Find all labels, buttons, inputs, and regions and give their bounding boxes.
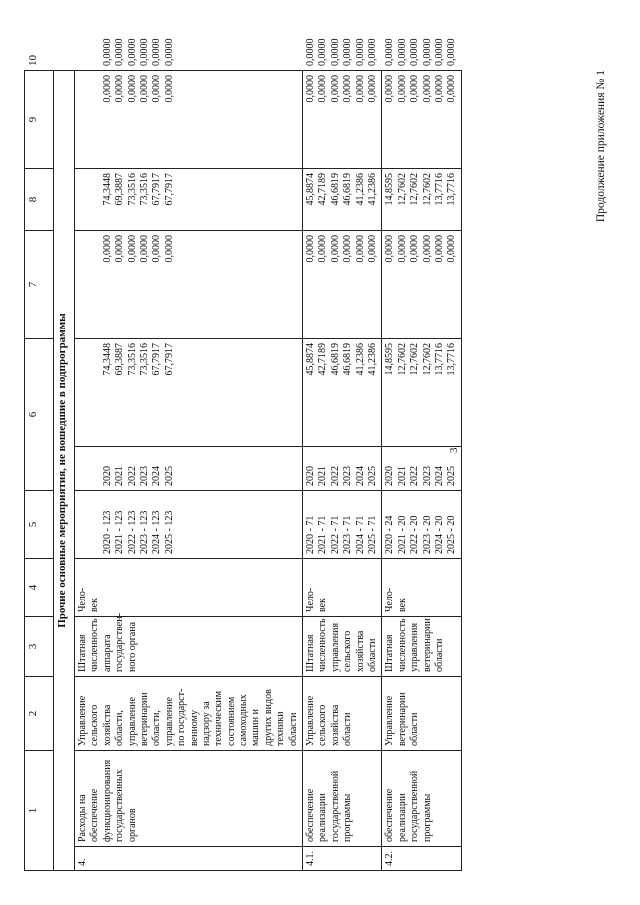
rows-2.c8-line: 12,7602 (396, 173, 408, 206)
rows-2.year-line: 2022 (409, 466, 421, 486)
rows-0.c9-line: 0,0000 (151, 75, 163, 103)
unit-cell (75, 559, 303, 617)
rows-0.resp-line: области, (151, 710, 163, 746)
unit-cell (382, 559, 461, 617)
rows-2.c7-line: 0,0000 (421, 235, 433, 263)
rows-1.c8-line: 45,8874 (305, 173, 317, 206)
rows-2.c6-line: 14,8595 (384, 343, 396, 376)
rows-2.c8-line: 13,7716 (446, 173, 458, 206)
rows-1.c8-line: 41,2386 (366, 173, 378, 206)
header-col-5: 5 (25, 491, 54, 559)
rows-2.indicator-line: ветеринарии (421, 618, 433, 672)
rows-2.year-line: 2020 (384, 466, 396, 486)
header-col-9: 9 (25, 71, 54, 169)
rows-2.c7-line: 0,0000 (384, 235, 396, 263)
rows-1.c8-line: 41,2386 (354, 173, 366, 206)
rows-1.target-line: 2025 - 71 (366, 515, 378, 554)
rows-2.name-line: обеспечение (384, 788, 396, 842)
rows-2.c9-line: 0,0000 (396, 75, 408, 103)
rows-1.c6-line: 41,2386 (354, 343, 366, 376)
rows-2.target-line: 2021 - 20 (396, 515, 408, 554)
section-row (54, 71, 75, 871)
rows-1.indicator-line: управления (329, 622, 341, 672)
rows-0.c6-line: 67,7917 (163, 343, 175, 376)
rows-0.c7-line: 0,0000 (126, 235, 138, 263)
table-row: 4. Расходы на обеспечение функционирования государственных органов Управление сельского хозяйства области, управление ветеринарии области, управление по государст- венному надзору за техническим состоянием самоходных машин и других видов техники области Штатная численность аппарата государствен- ного органа Чело- век 2020 - 123 2021 - 123 2022 - 123 2023 - 123 2024 - 123 2025 - 123 2020 2021 2022 2023 2024 2025 74,3448 69,3887 73,3516 73,3516 67,7917 67,7917 0,0000 0,0000 0,0000 0,0000 0,0000 0,0000 74,3448 69,3887 73,3516 73,3516 67,7917 67,7917 0,0000 0,0000 0,0000 0,0000 0,0000 0,0000 0,0000 0,0000 0,0000 0,0000 0,0000 0,0000 (75, 71, 303, 871)
rows-2.c6-line: 12,7602 (409, 343, 421, 376)
rows-2.unit-line: Чело- (384, 587, 396, 612)
rows-1.resp-line: области (342, 712, 354, 746)
rows-0.name-line: обеспечение (89, 788, 101, 842)
responsible-cell (75, 677, 303, 751)
rows-1.c7-line: 0,0000 (317, 235, 329, 263)
rows-1.resp-line: сельского (317, 704, 329, 746)
amount-c6-cell (303, 339, 382, 447)
rows-1.indicator-line: Штатная (305, 634, 317, 672)
amount-c9-cell (382, 71, 461, 169)
rows-2.indicator-line: численность (396, 618, 408, 672)
target-value-cell (382, 491, 461, 559)
rows-0.c6-line: 67,7917 (151, 343, 163, 376)
name-cell (382, 751, 461, 847)
rows-2.target-line: 2022 - 20 (409, 515, 421, 554)
rows-2.c8-line: 12,7602 (409, 173, 421, 206)
rows-2.c9-line: 0,0000 (421, 75, 433, 103)
rows-0.resp-line: области (287, 712, 299, 746)
amount-c7-cell (382, 231, 461, 339)
rows-0.unit-line: Чело- (77, 587, 88, 612)
target-value-cell (303, 491, 382, 559)
rows-2.c8-line: 14,8595 (384, 173, 396, 206)
rows-1.c7-line: 0,0000 (354, 235, 366, 263)
rows-1.year-line: 2023 (342, 466, 354, 486)
amount-c8-cell (75, 169, 303, 231)
rows-1.unit-line: век (317, 598, 329, 612)
rows-0.target-line: 2024 - 123 (151, 510, 163, 554)
rows-1.unit-line: Чело- (305, 587, 317, 612)
rows-0.resp-line: Управление (77, 695, 88, 746)
rows-1.c9-line: 0,0000 (305, 75, 317, 103)
amount-c7-cell (303, 231, 382, 339)
rows-0.target-line: 2022 - 123 (126, 510, 138, 554)
rows-1.c9-line: 0,0000 (354, 75, 366, 103)
amount-c6-cell (75, 339, 303, 447)
rows-1.target-line: 2023 - 71 (342, 515, 354, 554)
section-title: Прочие основные мероприятия, не вошедшие в подпрограммы (54, 71, 75, 871)
rows-0.c6-line: 73,3516 (126, 343, 138, 376)
rows-2.indicator-line: Штатная (384, 634, 396, 672)
annex-title: Продолжение приложения № 1 (595, 70, 607, 223)
rows-0.c8-line: 73,3516 (126, 173, 138, 206)
name-cell (75, 751, 303, 847)
rows-1.target-line: 2024 - 71 (354, 515, 366, 554)
rows-0.indicator-line: численность (89, 618, 101, 672)
rows-0.indicator-line: ного органа (126, 621, 138, 672)
rows-1.c8-line: 46,6819 (342, 173, 354, 206)
rows-0.resp-line: самоходных (238, 694, 250, 746)
rows-0.resp-line: управление (163, 697, 175, 746)
rows-2.indicator-line: управления (409, 622, 421, 672)
rows-0.c6-line: 69,3887 (114, 343, 126, 376)
year-cell (382, 447, 461, 491)
rows-2.c9-line: 0,0000 (446, 75, 458, 103)
rows-2.c8-line: 12,7602 (421, 173, 433, 206)
rows-1.c8-line: 42,7189 (317, 173, 329, 206)
rows-0.target-line: 2025 - 123 (163, 510, 175, 554)
rows-0.target-line: 2021 - 123 (114, 510, 126, 554)
rows-0.target-line: 2023 - 123 (138, 510, 150, 554)
rows-0.c8-line: 67,7917 (163, 173, 175, 206)
rows-0.resp-line: управление (126, 697, 138, 746)
rows-2.resp-line: ветеринарии (396, 692, 408, 746)
year-cell (303, 447, 382, 491)
rows-1.c6-line: 41,2386 (366, 343, 378, 376)
header-col-7: 7 (25, 231, 54, 339)
rows-0.c6-line: 74,3448 (101, 343, 113, 376)
rows-0.resp-line: машин и (250, 709, 262, 746)
rows-0.indicator-line: Штатная (77, 634, 88, 672)
indicator-cell (303, 617, 382, 677)
rows-0.indicator-line: государствен- (114, 613, 126, 672)
rows-0.c7-line: 0,0000 (101, 235, 113, 263)
rows-2.c9-line: 0,0000 (433, 75, 445, 103)
rows-1.c8-line: 46,6819 (329, 173, 341, 206)
rows-0.indicator-line: аппарата (101, 634, 113, 672)
rows-1.resp-line: Управление (305, 695, 317, 746)
rows-2.c6-line: 13,7716 (446, 343, 458, 376)
rows-1.name-line: реализации (317, 793, 329, 842)
rows-1.c9-line: 0,0000 (342, 75, 354, 103)
rows-2.c7-line: 0,0000 (433, 235, 445, 263)
rows-0.c9-line: 0,0000 (138, 75, 150, 103)
rows-1.indicator-line: области (366, 638, 378, 672)
header-col-3: 3 (25, 617, 54, 677)
rows-1.year-line: 2024 (354, 466, 366, 486)
rows-0.c9-line: 0,0000 (101, 75, 113, 103)
rows-0.c8-line: 69,3887 (114, 173, 126, 206)
rows-0.target-line: 2020 - 123 (101, 510, 113, 554)
rows-0.resp-line: области, (114, 710, 126, 746)
rows-1.c9-line: 0,0000 (366, 75, 378, 103)
name-cell (303, 751, 382, 847)
rows-2.c7-line: 0,0000 (446, 235, 458, 263)
rows-1.c9-line: 0,0000 (329, 75, 341, 103)
rows-2.year-line: 2024 (433, 466, 445, 486)
rows-1.name-line: обеспечение (305, 788, 317, 842)
amount-c8-cell (382, 169, 461, 231)
rows-2.resp-line: области (409, 712, 421, 746)
responsible-cell (382, 677, 461, 751)
header-col-8: 8 (25, 169, 54, 231)
rows-0.resp-line: техническим (213, 690, 225, 746)
rows-0.resp-line: техники (275, 711, 287, 746)
rows-2.c7-line: 0,0000 (396, 235, 408, 263)
rows-1.name-line: государственной (329, 770, 341, 842)
rows-1.year-line: 2020 (305, 466, 317, 486)
indicator-cell (382, 617, 461, 677)
rows-0.name-line: органов (126, 808, 138, 842)
table-row: 4.1. обеспечение реализации государственной программы Управление сельского хозяйства области Штатная численность управления сельского хозяйства области Чело- век 2020 - 71 2021 - 71 2022 - 71 2023 - 71 2024 - 71 2025 - 71 2020 2021 2022 2023 2024 2025 45,8874 42,7189 46,6819 46,6819 41,2386 41,2386 0,0000 0,0000 0,0000 0,0000 0,0000 0,0000 45,8874 42,7189 46,6819 46,6819 41,2386 41,2386 0,0000 0,0000 0,0000 0,0000 0,0000 0,0000 0,0000 0,0000 0,0000 0,0000 0,0000 0,0000 (303, 71, 382, 871)
rows-0.name-line: государственных (114, 769, 126, 842)
rows-0.resp-line: сельского (89, 704, 101, 746)
rows-2.c6-line: 12,7602 (396, 343, 408, 376)
rows-0.unit-line: век (89, 598, 101, 612)
rows-1.target-line: 2020 - 71 (305, 515, 317, 554)
rows-2.unit-line: век (396, 598, 408, 612)
responsible-cell (303, 677, 382, 751)
amount-c6-cell (382, 339, 461, 447)
rows-0.year-line: 2025 (163, 466, 175, 486)
rows-0.c9-line: 0,0000 (163, 75, 175, 103)
rows-0.year-line: 2024 (151, 466, 163, 486)
rows-0.resp-line: надзору за (200, 701, 212, 746)
rows-1.c6-line: 46,6819 (329, 343, 341, 376)
header-col-2: 2 (25, 677, 54, 751)
rows-1.indicator-line: хозяйства (354, 630, 366, 672)
row-number-cell: 4. (75, 847, 303, 871)
rows-2.target-line: 2025 - 20 (446, 515, 458, 554)
rows-1.c6-line: 45,8874 (305, 343, 317, 376)
rows-1.name-line: программы (342, 793, 354, 842)
rows-1.c6-line: 46,6819 (342, 343, 354, 376)
rows-0.c8-line: 73,3516 (138, 173, 150, 206)
rows-2.c6-line: 13,7716 (433, 343, 445, 376)
unit-cell (303, 559, 382, 617)
rows-1.year-line: 2021 (317, 466, 329, 486)
rows-0.c7-line: 0,0000 (114, 235, 126, 263)
rows-0.year-line: 2021 (114, 466, 126, 486)
rows-1.target-line: 2022 - 71 (329, 515, 341, 554)
rows-1.indicator-line: численность (317, 618, 329, 672)
rows-1.c6-line: 42,7189 (317, 343, 329, 376)
rows-0.c7-line: 0,0000 (163, 235, 175, 263)
amount-c9-cell (75, 71, 303, 169)
indicator-cell (75, 613, 303, 677)
amount-c7-cell (75, 231, 303, 339)
rows-1.indicator-line: сельского (342, 630, 354, 672)
rows-0.c7-line: 0,0000 (151, 235, 163, 263)
rows-0.resp-line: венному (188, 710, 200, 746)
rows-0.c6-line: 73,3516 (138, 343, 150, 376)
table-row: 4.2. обеспечение реализации государственной программы Управление ветеринарии области Штатная численность управления ветеринарии области Чело- век 2020 - 24 2021 - 20 2022 - 20 2023 - 20 2024 - 20 2025 - 20 2020 2021 2022 2023 2024 2025 14,8595 12,7602 12,7602 12,7602 13,7716 13,7716 0,0000 0,0000 0,0000 0,0000 0,0000 0,0000 14,8595 12,7602 12,7602 12,7602 13,7716 13,7716 0,0000 0,0000 0,0000 0,0000 0,0000 0,0000 0,0000 0,0000 0,0000 0,0000 0,0000 0,0000 (382, 71, 461, 871)
rows-0.year-line: 2022 (126, 466, 138, 486)
rows-1.year-line: 2022 (329, 466, 341, 486)
rows-1.resp-line: хозяйства (329, 704, 341, 746)
rows-1.c9-line: 0,0000 (317, 75, 329, 103)
rows-2.name-line: реализации (396, 793, 408, 842)
rows-0.resp-line: состоянием (225, 696, 237, 746)
rows-2.name-line: государственной (409, 770, 421, 842)
rows-2.name-line: программы (421, 793, 433, 842)
header-col-4: 4 (25, 559, 54, 617)
rows-2.c8-line: 13,7716 (433, 173, 445, 206)
page-number: 3 (448, 447, 460, 453)
rows-1.c7-line: 0,0000 (342, 235, 354, 263)
rows-2.c9-line: 0,0000 (409, 75, 421, 103)
row-number-cell: 4.1. (303, 847, 382, 871)
rows-2.indicator-line: области (433, 638, 445, 672)
rows-1.year-line: 2025 (366, 466, 378, 486)
rows-0.c7-line: 0,0000 (138, 235, 150, 263)
header-col-1: 1 (25, 751, 54, 871)
rows-2.resp-line: Управление (384, 695, 396, 746)
rows-0.c8-line: 74,3448 (101, 173, 113, 206)
rows-2.c7-line: 0,0000 (409, 235, 421, 263)
header-col-6: 6 (25, 339, 54, 491)
rows-2.year-line: 2023 (421, 466, 433, 486)
rows-0.name-line: Расходы на (77, 794, 88, 842)
rows-0.resp-line: по государст- (176, 688, 188, 746)
rows-2.year-line: 2025 (446, 466, 458, 486)
rows-2.year-line: 2021 (396, 466, 408, 486)
rows-0.c9-line: 0,0000 (114, 75, 126, 103)
rows-1.c7-line: 0,0000 (366, 235, 378, 263)
rows-0.name-line: функционирования (101, 759, 113, 842)
rows-0.c8-line: 67,7917 (151, 173, 163, 206)
rows-2.c6-line: 12,7602 (421, 343, 433, 376)
target-value-cell (75, 491, 303, 559)
rows-0.year-line: 2020 (101, 466, 113, 486)
rows-1.target-line: 2021 - 71 (317, 515, 329, 554)
rows-1.c7-line: 0,0000 (305, 235, 317, 263)
program-table (24, 38, 462, 871)
rows-2.target-line: 2023 - 20 (421, 515, 433, 554)
amount-c8-cell (303, 169, 382, 231)
rows-0.resp-line: ветеринарии (138, 692, 150, 746)
rows-0.c9-line: 0,0000 (126, 75, 138, 103)
rows-2.c9-line: 0,0000 (384, 75, 396, 103)
row-number-cell: 4.2. (382, 847, 461, 871)
rows-1.c7-line: 0,0000 (329, 235, 341, 263)
rows-0.year-line: 2023 (138, 466, 150, 486)
header-row: 1 2 3 4 5 6 7 8 9 10 (25, 71, 54, 871)
rows-2.target-line: 2020 - 24 (384, 515, 396, 554)
rows-2.target-line: 2024 - 20 (433, 515, 445, 554)
rows-0.resp-line: хозяйства (101, 704, 113, 746)
amount-c9-cell (303, 71, 382, 169)
rows-0.resp-line: других видов (262, 689, 274, 746)
year-cell (75, 447, 303, 491)
